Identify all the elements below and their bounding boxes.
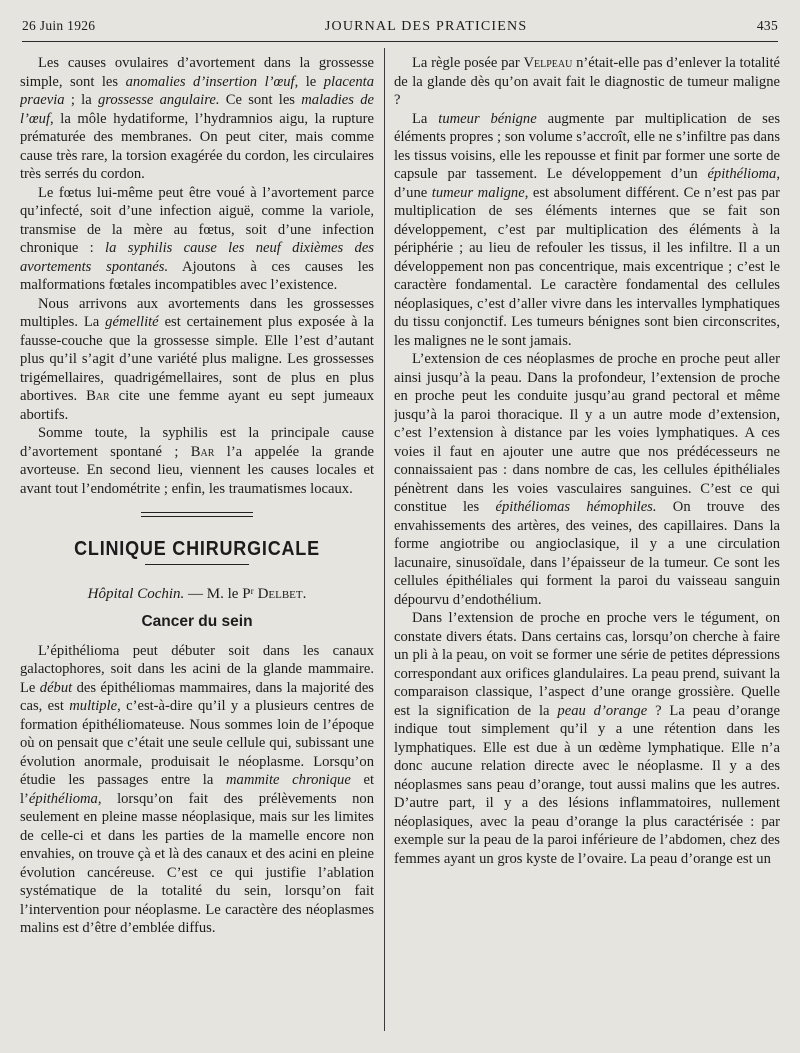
italic-run: grossesse angulaire.	[97, 92, 220, 108]
italic-run: tumeur bénigne	[438, 110, 537, 127]
text-run: cite une femme ayant eu sept jumeaux abortifs.	[20, 388, 374, 423]
issue-date: 26 Juin 1926	[22, 18, 96, 33]
italic-run: début	[39, 679, 73, 696]
text-run: Somme toute, la syphilis est la principale cause d’avortement spontané ;	[20, 425, 374, 460]
paragraph-ovular-causes	[20, 54, 374, 184]
text-run: , la môle hydatiforme, l’hydramnios aigu, la rupture prématurée des membranes. On peut citer, mais comme cause très rare, la torsion exagérée du cordon, les circulaires très serrés du cordon.	[20, 110, 374, 182]
italic-run: épithéliomas hémophiles.	[495, 499, 657, 515]
text-run: L’extension de ces néoplasmes de proche en proche peut aller ainsi jusqu’à la peau. Dans la profondeur, l’extension de proche en proche peut les conduite jusqu’au grand pectoral et même jusqu’à la paroi thoracique. Il y a un autre mode d’extension, c’est l’extension à distance par les voies lymphatiques. A ces voies il faut en ajouter une autre que nos prédécesseurs ne connaissaient pas : dans nombre de cas, les cellules épithéliales pénètrent dans les voies vasculaires sanguines. C’est ce qui constitue les	[394, 351, 780, 515]
italic-run: peau d’orange	[557, 702, 648, 719]
text-run: , d’une	[394, 166, 780, 201]
hospital-line	[20, 585, 374, 604]
paragraph-summary	[20, 424, 374, 498]
paragraph-benign-vs-malignant	[394, 110, 780, 351]
text-run: des épithéliomas mammaires, dans la majorité des cas, est	[20, 679, 374, 714]
italic-run: épithélioma	[707, 166, 777, 182]
text-run: La règle posée par	[412, 55, 524, 71]
text-run: , est absolument différent. Ce n’est pas par multiplication de ses éléments internes que se fait son développement, c’est par multiplication des éléments à la périphérie ; au lieu de refouler les tissus, il les infiltre. Il a un développement non pas concentrique, mais excentrique ; c’est le caractère fondamental. Le caractère fondamental des cellules néoplasiques, c’est d’aller vivre dans les intervalles lymphatiques du tissu conjonctif. Les tumeurs bénignes sont bien circonscrites, les malignes ne le sont jamais.	[394, 184, 780, 349]
page-number: 435	[756, 18, 778, 33]
author-name: Bar	[190, 443, 215, 460]
text-run: L’épithélioma peut débuter soit dans les canaux galactophores, soit dans les acini de la glande mammaire. Le	[20, 642, 374, 696]
text-run: augmente par multiplication de ses éléments propres ; son volume s’accroît, elle ne s’infiltre pas dans les tissus voisins, elle les repousse et finit par former une sorte de capsule par tassement. Le développement d’un	[394, 110, 780, 182]
italic-run: la syphilis cause les neuf dixièmes des avortements spontanés.	[20, 240, 374, 275]
article-title: Cancer du sein	[141, 613, 253, 630]
author-name: Bar	[86, 388, 110, 404]
author-name: Velpeau	[523, 55, 573, 71]
text-run: Nous arrivons aux avortements dans les grossesses multiples. La	[20, 295, 374, 330]
italic-run: maladies de l’œuf	[20, 92, 374, 127]
text-run: et l’	[20, 772, 374, 807]
text-run: Le fœtus lui-même peut être voué à l’avortement parce qu’infecté, soit d’une infection aiguë, comme la variole, transmise de la mère au fœtus, soit d’une infection chronique :	[20, 184, 374, 256]
text-run: n’était-elle pas d’enlever la totalité de la glande dès qu’on avait fait le diagnostic de tumeur maligne ?	[394, 55, 780, 108]
italic-run: multiple	[69, 698, 118, 714]
italic-run: placenta praevia	[20, 73, 374, 108]
section-separator	[141, 512, 253, 517]
running-head	[22, 18, 778, 40]
text-run: Ajoutons à ces causes les malformations fœtales incompatibles avec l’existence.	[20, 258, 374, 293]
italic-run: anomalies d’insertion l’œuf	[125, 73, 295, 90]
italic-run: gémellité	[105, 314, 159, 330]
paragraph-fetal-causes	[20, 184, 374, 295]
section-title: CLINIQUE CHIRURGICALE	[74, 536, 320, 560]
text-run: Les causes ovulaires d’avortement dans la grossesse simple, sont les	[20, 55, 374, 90]
right-column	[394, 54, 780, 1031]
text-run: l’a appelée la grande avorteuse. En second lieu, viennent les causes locales et avant tout l’endométrite ; enfin, les traumatismes locaux.	[20, 443, 374, 497]
paragraph-velpeau-rule	[394, 54, 780, 110]
section-title-rule	[145, 564, 249, 565]
hospital-name: Hôpital Cochin.	[87, 585, 185, 602]
text-run: Dans l’extension de proche en proche vers le tégument, on constate divers états. Dans certains cas, lorsqu’on cherche à faire un pli à la peau, on voit se former une série de petites dépressions correspondant aux orifices glandulaires. La peau prend, suivant la comparaison classique, l’aspect d’une orange grossière. Quelle est la signification de la	[394, 610, 780, 719]
left-column	[20, 54, 374, 1031]
italic-run: épithélioma	[28, 790, 98, 807]
paragraph-orange-peel	[394, 609, 780, 868]
text-run: ? La peau d’orange indique tout simplement qu’il y a une rétention dans les lymphatiques. Elle est due à un œdème lymphatique. Elle n’a donc aucune relation directe avec le néoplasme. Il y a des néoplasmes sans peau d’orange, tout aussi malins que les autres. D’autre part, il y a des lésions inflammatoires, nullement néoplasiques, avec la peau d’orange la plus caractérisée : par exemple sur la peau de la paroi inférieure de l’abdomen, chez des femmes ayant un gros kyste de l’ovaire. La peau d’orange est un	[394, 702, 780, 867]
text-run: est certainement plus exposée à la fausse-couche que la grossesse simple. Elle l’est d’autant plus qu’il s’agit d’une variété plus maligne. Les grossesses trigémellaires, quadrigémellaires, sont de plus en plus abortives.	[20, 314, 374, 404]
text-run: Ce sont les	[219, 92, 302, 108]
text-run: On trouve des envahissements des artères, des veines, des capillaires. Dans la forme angiotribe ou angioclasique, il y a une circulation lacunaire, sinusoïdale, dans l’épaisseur de la tumeur. Ce sont les cellules épithéliales qui forment la paroi du vaisseau sanguin dépourvu d’endothélium.	[394, 499, 780, 608]
text-run: , le	[294, 73, 324, 90]
professor-name: Delbet.	[257, 585, 307, 602]
text-run: , c’est-à-dire qu’il y a plusieurs centres de formation épithéliomateuse. Nous sommes loin de l’époque où on pensait que c’était une seule cellule qui, subissant une évolution anormale, produisait le néoplasme. Lorsqu’on étudie les passages entre la	[20, 698, 374, 788]
paragraph-epithelioma-onset	[20, 642, 374, 938]
hospital-separator: — M. le Pʳ	[184, 585, 258, 602]
paragraph-multiple-pregnancies	[20, 295, 374, 425]
paragraph-extension	[394, 350, 780, 609]
text-run: , lorsqu’on fait des prélèvements non seulement en pleine masse néoplasique, mais sur les limites de celle-ci et dans les parties de la mamelle encore non envahies, on trouve çà et là des canaux et des acini en pleine évolution cancéreuse. C’est ce qui justifie l’ablation systématique de la totalité du sein, lorsqu’on fait l’intervention pour néoplasme. Le caractère des néoplasmes malins est d’être d’emblée diffus.	[20, 790, 374, 936]
column-divider	[384, 48, 385, 1031]
header-rule	[22, 41, 778, 42]
text-run: La	[412, 110, 439, 127]
italic-run: tumeur maligne	[431, 184, 525, 201]
journal-title: JOURNAL DES PRATICIENS	[324, 19, 528, 34]
text-run: ; la	[64, 92, 98, 108]
italic-run: mammite chronique	[226, 772, 351, 788]
